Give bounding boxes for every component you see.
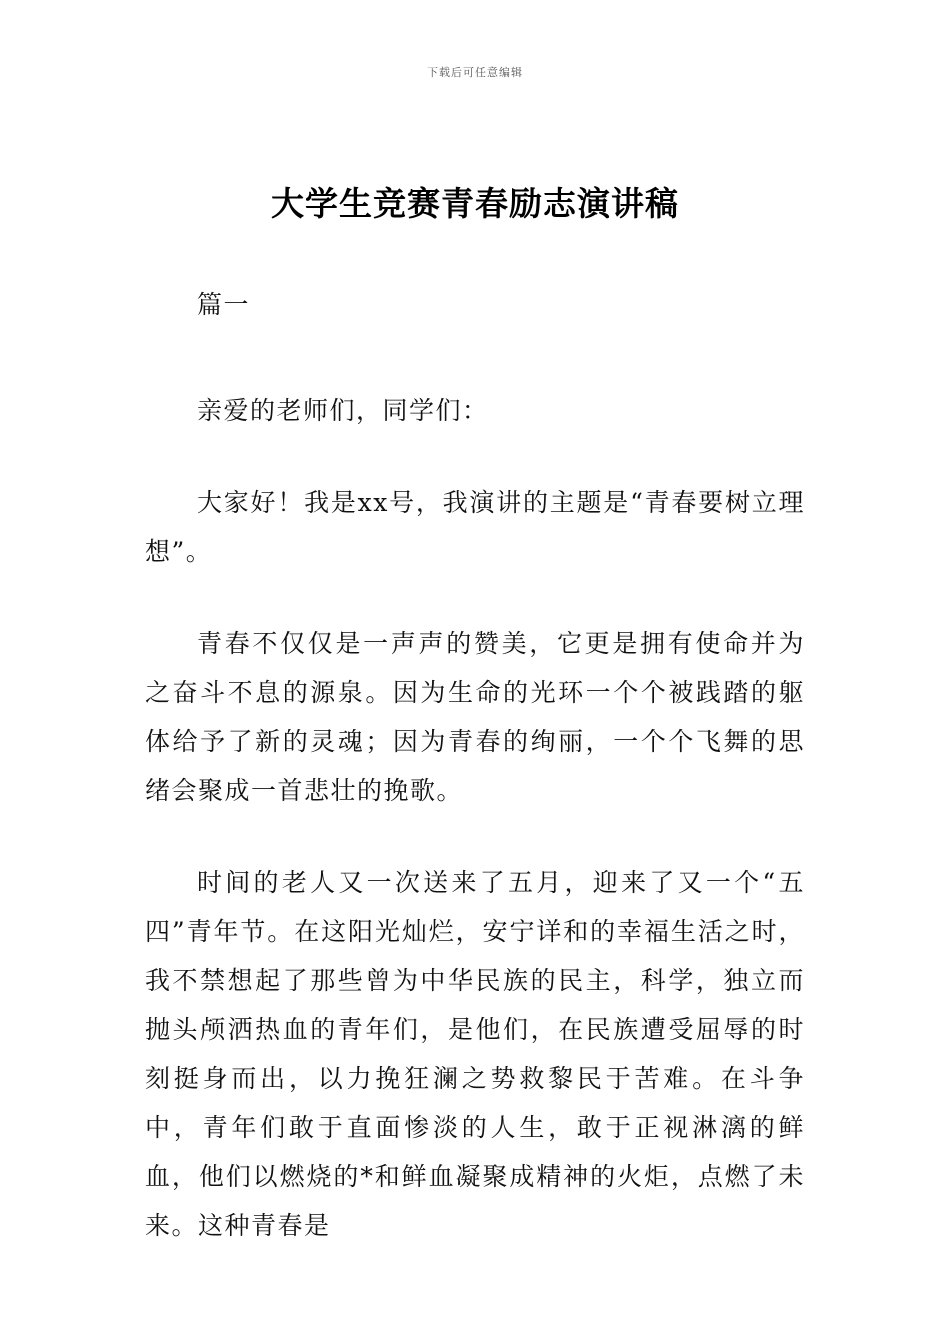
paragraph-introduction: 大家好！我是xx号，我演讲的主题是“青春要树立理想”。 bbox=[145, 488, 805, 566]
paragraph-section-label: 篇一 bbox=[197, 290, 251, 319]
document-body bbox=[145, 280, 805, 1250]
header-note: 下载后可任意编辑 bbox=[427, 66, 523, 79]
paragraph-greeting: 亲爱的老师们，同学们： bbox=[197, 396, 489, 425]
paragraph-youth-meaning: 青春不仅仅是一声声的赞美，它更是拥有使命并为之奋斗不息的源泉。因为生命的光环一个个被践踏的躯体给予了新的灵魂；因为青春的绚丽，一个个飞舞的思绪会聚成一首悲壮的挽歌。 bbox=[145, 629, 805, 805]
paragraph-may-fourth: 时间的老人又一次送来了五月，迎来了又一个“五四”青年节。在这阳光灿烂，安宁详和的幸福生活之时，我不禁想起了那些曾为中华民族的民主，科学，独立而抛头颅洒热血的青年们，是他们，在民族遭受屈辱的时刻挺身而出，以力挽狂澜之势救黎民于苦难。在斗争中，青年们敢于直面惨淡的人生，敢于正视淋漓的鲜血，他们以燃烧的*和鲜血凝聚成精神的火炬，点燃了未来。这种青春是 bbox=[145, 868, 805, 1240]
document-title: 大学生竞赛青春励志演讲稿 bbox=[271, 184, 679, 223]
